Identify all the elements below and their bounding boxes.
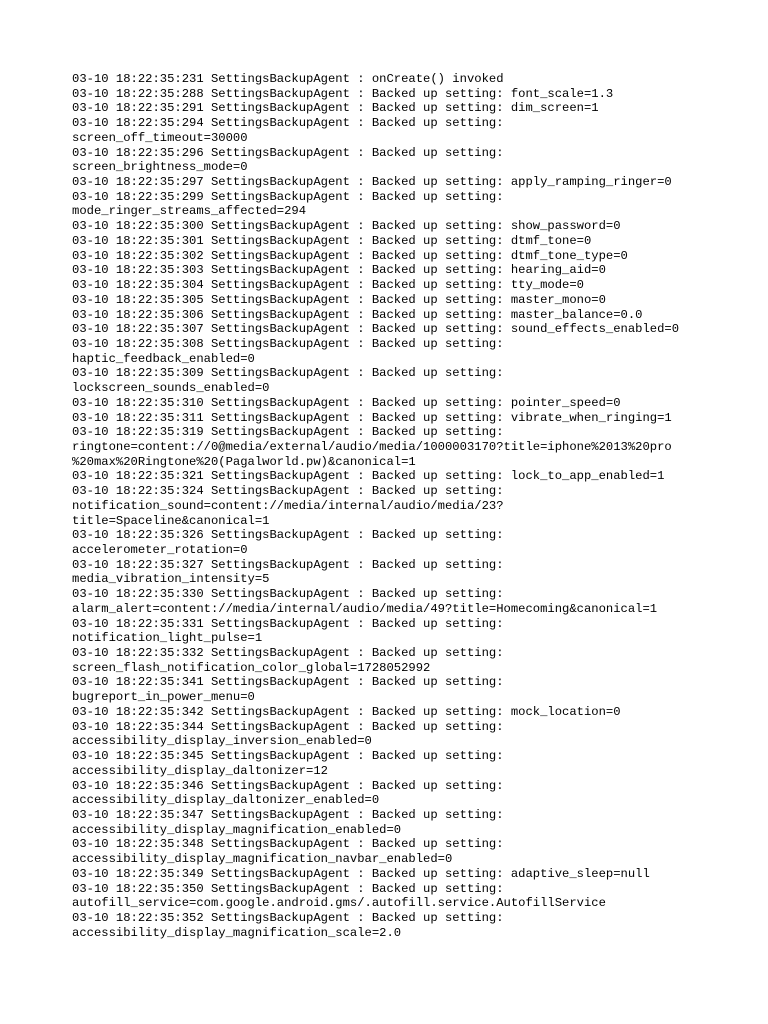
log-line: accessibility_display_magnification_navbar_enabled=0 (72, 852, 453, 867)
log-line: 03-10 18:22:35:306 SettingsBackupAgent : Backed up setting: master_balance=0.0 (72, 307, 643, 322)
log-line: 03-10 18:22:35:311 SettingsBackupAgent : Backed up setting: vibrate_when_ringing=1 (72, 410, 672, 425)
log-line: notification_sound=content://media/internal/audio/media/23? (72, 498, 504, 513)
log-line: 03-10 18:22:35:319 SettingsBackupAgent : Backed up setting: (72, 425, 504, 440)
log-line: accessibility_display_magnification_scale=2.0 (72, 925, 402, 940)
log-line: 03-10 18:22:35:345 SettingsBackupAgent : Backed up setting: (72, 749, 504, 764)
log-line: media_vibration_intensity=5 (72, 572, 270, 587)
log-line: 03-10 18:22:35:326 SettingsBackupAgent : Backed up setting: (72, 528, 504, 543)
log-line: 03-10 18:22:35:299 SettingsBackupAgent : Backed up setting: (72, 189, 504, 204)
log-line: 03-10 18:22:35:327 SettingsBackupAgent : Backed up setting: (72, 557, 504, 572)
log-line: haptic_feedback_enabled=0 (72, 351, 255, 366)
log-line: 03-10 18:22:35:305 SettingsBackupAgent : Backed up setting: master_mono=0 (72, 292, 606, 307)
log-line: 03-10 18:22:35:344 SettingsBackupAgent : Backed up setting: (72, 719, 504, 734)
log-line: accelerometer_rotation=0 (72, 543, 248, 557)
log-line: accessibility_display_daltonizer_enabled=0 (72, 793, 380, 808)
log-line: mode_ringer_streams_affected=294 (72, 204, 307, 219)
log-line: screen_off_timeout=30000 (72, 130, 248, 145)
log-line: 03-10 18:22:35:330 SettingsBackupAgent : Backed up setting: (72, 587, 504, 602)
log-line: accessibility_display_magnification_enabled=0 (72, 822, 402, 837)
log-line: 03-10 18:22:35:308 SettingsBackupAgent : Backed up setting: (72, 336, 504, 351)
log-line: bugreport_in_power_menu=0 (72, 690, 255, 705)
log-line: 03-10 18:22:35:348 SettingsBackupAgent : Backed up setting: (72, 837, 504, 852)
log-line: autofill_service=com.google.android.gms/.autofill.service.AutofillService (72, 896, 606, 911)
log-line: 03-10 18:22:35:350 SettingsBackupAgent : Backed up setting: (72, 881, 504, 896)
log-line: 03-10 18:22:35:307 SettingsBackupAgent : Backed up setting: sound_effects_enabled=0 (72, 322, 680, 337)
log-line: notification_light_pulse=1 (72, 631, 263, 646)
log-line: 03-10 18:22:35:296 SettingsBackupAgent : Backed up setting: (72, 145, 504, 160)
log-line: 03-10 18:22:35:341 SettingsBackupAgent : Backed up setting: (72, 675, 504, 690)
log-line: 03-10 18:22:35:297 SettingsBackupAgent : Backed up setting: apply_ramping_ringer=0 (72, 175, 672, 190)
log-line: ringtone=content://0@media/external/audio/media/1000003170?title=iphone%2013%20pro (72, 439, 672, 454)
log-line: 03-10 18:22:35:349 SettingsBackupAgent : Backed up setting: adaptive_sleep=null (72, 866, 650, 881)
log-line: 03-10 18:22:35:303 SettingsBackupAgent : Backed up setting: hearing_aid=0 (72, 263, 606, 278)
log-line: alarm_alert=content://media/internal/audio/media/49?title=Homecoming&canonical=1 (72, 601, 658, 616)
log-line: 03-10 18:22:35:288 SettingsBackupAgent : Backed up setting: font_scale=1.3 (72, 86, 614, 101)
log-line: 03-10 18:22:35:310 SettingsBackupAgent : Backed up setting: pointer_speed=0 (72, 395, 621, 410)
log-line: accessibility_display_inversion_enabled=0 (72, 734, 372, 749)
log-line: 03-10 18:22:35:309 SettingsBackupAgent : Backed up setting: (72, 366, 504, 381)
log-line: 03-10 18:22:35:301 SettingsBackupAgent : Backed up setting: dtmf_tone=0 (72, 233, 592, 248)
log-line: 03-10 18:22:35:304 SettingsBackupAgent : Backed up setting: tty_mode=0 (72, 278, 584, 293)
log-line: screen_brightness_mode=0 (72, 160, 248, 175)
log-line: lockscreen_sounds_enabled=0 (72, 381, 270, 396)
log-line: 03-10 18:22:35:324 SettingsBackupAgent : Backed up setting: (72, 484, 504, 499)
log-line: 03-10 18:22:35:352 SettingsBackupAgent : Backed up setting: (72, 910, 504, 925)
log-line: 03-10 18:22:35:294 SettingsBackupAgent : Backed up setting: (72, 116, 504, 131)
log-line: screen_flash_notification_color_global=1728052992 (72, 660, 431, 675)
log-line: 03-10 18:22:35:300 SettingsBackupAgent : Backed up setting: show_password=0 (72, 219, 621, 234)
log-document (72, 72, 712, 940)
log-line: title=Spaceline&canonical=1 (72, 513, 270, 528)
log-line: %20max%20Ringtone%20(Pagalworld.pw)&canonical=1 (72, 454, 416, 469)
log-line: accessibility_display_daltonizer=12 (72, 763, 328, 778)
log-line: 03-10 18:22:35:321 SettingsBackupAgent : Backed up setting: lock_to_app_enabled=1 (72, 469, 665, 484)
log-line: 03-10 18:22:35:331 SettingsBackupAgent : Backed up setting: (72, 616, 504, 631)
log-line: 03-10 18:22:35:342 SettingsBackupAgent : Backed up setting: mock_location=0 (72, 704, 621, 719)
log-line: 03-10 18:22:35:346 SettingsBackupAgent : Backed up setting: (72, 778, 504, 793)
log-line: 03-10 18:22:35:291 SettingsBackupAgent : Backed up setting: dim_screen=1 (72, 101, 599, 116)
log-line: 03-10 18:22:35:231 SettingsBackupAgent : onCreate() invoked (72, 72, 504, 86)
log-line: 03-10 18:22:35:302 SettingsBackupAgent : Backed up setting: dtmf_tone_type=0 (72, 248, 628, 263)
log-line: 03-10 18:22:35:332 SettingsBackupAgent : Backed up setting: (72, 646, 504, 661)
log-line: 03-10 18:22:35:347 SettingsBackupAgent : Backed up setting: (72, 807, 504, 822)
